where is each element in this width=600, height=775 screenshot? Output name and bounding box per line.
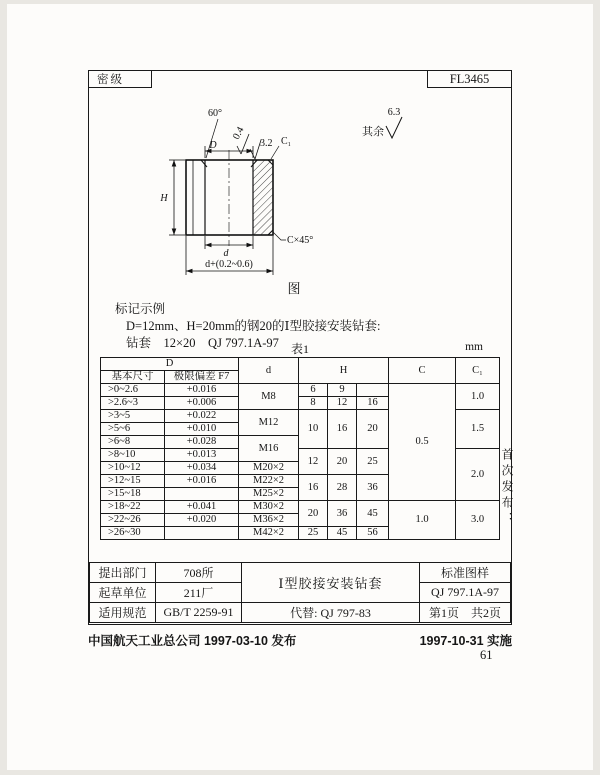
ra-32-label: 3.2: [260, 138, 273, 149]
header-cell: C₁: [456, 358, 500, 384]
table-cell: +0.020: [165, 514, 239, 527]
marking-line2: 钻套 12×20 QJ 797.1A-97: [126, 336, 279, 350]
implement-date: 1997-10-31 实施: [419, 634, 512, 648]
angle-label: 60°: [208, 108, 222, 119]
general-ra-note: 其余: [362, 126, 384, 138]
table-cell: >0~2.6: [101, 384, 165, 397]
table-cell: 第1页 共2页: [420, 603, 511, 623]
table-cell: +0.016: [165, 475, 239, 488]
ra-04-label: 0.4: [230, 125, 247, 142]
table-cell: 16: [357, 397, 389, 410]
table-cell: 8: [299, 397, 328, 410]
security-level-label: 密级: [97, 74, 124, 86]
table-cell: 代替: QJ 797-83: [242, 603, 420, 623]
table-cell: 45: [328, 527, 357, 540]
table-cell: 0.5: [389, 384, 456, 501]
table-cell: 20: [328, 449, 357, 475]
table-cell: +0.041: [165, 501, 239, 514]
table-cell: +0.016: [165, 384, 239, 397]
general-ra-symbol: [386, 117, 402, 138]
publish-org-date: 中国航天工业总公司 1997-03-10 发布: [88, 634, 297, 648]
table-cell: 3.0: [456, 501, 500, 540]
table-cell: +0.028: [165, 436, 239, 449]
security-level-box: [89, 71, 152, 88]
dim-H-label: H: [160, 193, 168, 204]
table-row: [90, 563, 511, 583]
table-cell: >3~5: [101, 410, 165, 423]
table-cell: [357, 384, 389, 397]
table-cell: 标准图样: [420, 563, 511, 583]
table-unit: mm: [465, 341, 483, 353]
bushing-section-drawing: [89, 88, 510, 304]
table-cell: 12: [299, 449, 328, 475]
table-cell: +0.013: [165, 449, 239, 462]
first-issue-note: 首次发布：: [500, 448, 514, 528]
table-cell: M8: [239, 384, 299, 410]
table-row: [101, 501, 500, 514]
table-cell: 提出部门: [90, 563, 156, 583]
table-cell: >8~10: [101, 449, 165, 462]
table-cell: 45: [357, 501, 389, 527]
table-cell: 1.5: [456, 410, 500, 449]
marking-line1: D=12mm、H=20mm的钢20的Ⅰ型胶接安装钻套:: [126, 319, 381, 333]
table-cell: >2.6~3: [101, 397, 165, 410]
table-cell: 2.0: [456, 449, 500, 501]
table-cell: 25: [357, 449, 389, 475]
table-cell: [165, 488, 239, 501]
table-cell: 12: [328, 397, 357, 410]
table-cell: +0.034: [165, 462, 239, 475]
table-cell: M36×2: [239, 514, 299, 527]
header-row: [101, 358, 500, 371]
table-cell: M30×2: [239, 501, 299, 514]
dim-d-label: d: [223, 248, 229, 259]
table-cell: >22~26: [101, 514, 165, 527]
header-cell: d: [239, 358, 299, 384]
table-cell: 56: [357, 527, 389, 540]
table-cell: M12: [239, 410, 299, 436]
dim-D-label: D: [209, 140, 217, 151]
table-cell: 1.0: [389, 501, 456, 540]
table-row: [90, 603, 511, 623]
table-cell: Ⅰ型胶接安装钻套: [242, 563, 420, 603]
figure-caption: 图: [287, 281, 301, 296]
table-cell: M22×2: [239, 475, 299, 488]
table-cell: 25: [299, 527, 328, 540]
table-cell: 9: [328, 384, 357, 397]
table-cell: >18~22: [101, 501, 165, 514]
table-cell: 708所: [156, 563, 242, 583]
table-cell: M25×2: [239, 488, 299, 501]
table-cell: 28: [328, 475, 357, 501]
header-cell: 基本尺寸: [101, 371, 165, 384]
table-cell: >15~18: [101, 488, 165, 501]
table-cell: 6: [299, 384, 328, 397]
header-cell: 极限偏差 F7: [165, 371, 239, 384]
table-cell: 起草单位: [90, 583, 156, 603]
table-cell: >26~30: [101, 527, 165, 540]
table-cell: >12~15: [101, 475, 165, 488]
table-cell: +0.022: [165, 410, 239, 423]
header-cell: H: [299, 358, 389, 384]
table-cell: QJ 797.1A-97: [420, 583, 511, 603]
table-cell: GB/T 2259-91: [156, 603, 242, 623]
page-number: 61: [480, 648, 493, 662]
table-cell: 16: [299, 475, 328, 501]
bore-chamfer-left: [201, 160, 207, 167]
table-cell: 36: [328, 501, 357, 527]
drawing-frame: [88, 70, 512, 625]
header-cell: D: [101, 358, 239, 371]
table-cell: 适用规范: [90, 603, 156, 623]
doc-code-box: [427, 71, 511, 88]
table-cell: 10: [299, 410, 328, 449]
table-cell: 20: [299, 501, 328, 527]
marking-title: 标记示例: [115, 302, 166, 316]
table-cell: M42×2: [239, 527, 299, 540]
header-cell: C: [389, 358, 456, 384]
table-cell: 16: [328, 410, 357, 449]
table-cell: M16: [239, 436, 299, 462]
table-cell: >6~8: [101, 436, 165, 449]
table-row: [101, 384, 500, 397]
table-caption-row: [101, 340, 499, 355]
section-hatch: [253, 160, 273, 235]
table-caption: 表1: [290, 342, 309, 356]
table-cell: 211厂: [156, 583, 242, 603]
dimension-table: [100, 357, 500, 540]
table-cell: 20: [357, 410, 389, 449]
table-cell: 1.0: [456, 384, 500, 410]
table-cell: M20×2: [239, 462, 299, 475]
dim-glue-label: d+(0.2~0.6): [205, 259, 253, 270]
publish-line: [88, 631, 512, 649]
table-cell: >10~12: [101, 462, 165, 475]
table-cell: [165, 527, 239, 540]
general-ra-value: 6.3: [387, 107, 401, 118]
chamfer-bottom-label: C×45°: [287, 235, 314, 246]
table-cell: +0.006: [165, 397, 239, 410]
chamfer-c1-label: C₁: [281, 136, 292, 147]
table-cell: +0.010: [165, 423, 239, 436]
table-cell: >5~6: [101, 423, 165, 436]
doc-code: FL3465: [449, 71, 490, 86]
info-table: [89, 562, 511, 623]
table-cell: 36: [357, 475, 389, 501]
